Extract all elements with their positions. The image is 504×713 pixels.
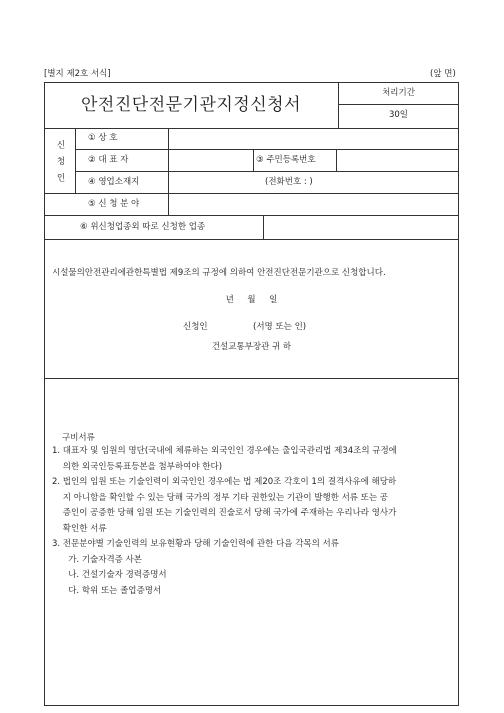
field-label-divider bbox=[253, 149, 254, 171]
page-side-label: (앞 면) bbox=[430, 69, 456, 79]
representative-field[interactable] bbox=[169, 150, 253, 171]
attachment-line: 의한 외국인등록표등본을 첨부하여야 한다) bbox=[52, 461, 223, 472]
processing-period-label: 처리기간 bbox=[382, 88, 415, 98]
resident-number-field[interactable] bbox=[337, 150, 458, 171]
application-field-input[interactable] bbox=[169, 194, 458, 215]
resident-number-label: ③ 주민등록번호 bbox=[256, 155, 316, 165]
attachment-line: 증인이 공증한 당해 임원 또는 기술인력의 진술로서 당해 국가에 주재하는 우리나라 영사가 bbox=[52, 508, 397, 518]
attachment-line: 확인한 서류 bbox=[52, 523, 107, 534]
table-bottom bbox=[44, 239, 459, 240]
attachment-line: 다. 학위 또는 졸업증명서 bbox=[52, 585, 162, 596]
applicant-label-divider bbox=[75, 128, 76, 193]
attachment-line: 나. 건설기술자 경력증명서 bbox=[52, 570, 167, 580]
processing-period-value: 30일 bbox=[388, 110, 409, 120]
application-date: 년 월 일 bbox=[225, 295, 278, 305]
attachment-line: 3. 전문분야별 기술인력의 보유현황과 당해 기술인력에 관한 다음 각목의 서류 bbox=[52, 539, 339, 549]
attachment-line: 1. 대표자 및 임원의 명단(국내에 체류하는 외국인인 경우에는 출입국관리법 제34조의 규정에 bbox=[52, 446, 397, 456]
declaration-statement: 시설물의안전관리에관한특별법 제9조의 규정에 의하여 안전진단전문기관으로 신청합니다. bbox=[52, 268, 386, 278]
applicant-signature-label: 신청인 bbox=[183, 322, 208, 332]
applicant-label-cell bbox=[44, 128, 75, 193]
applicant-label: 신 청 인 bbox=[55, 140, 65, 181]
processing-divider bbox=[338, 104, 459, 105]
document-title: 안전진단전문기관지정신청서 bbox=[81, 95, 301, 115]
business-address-label: ④ 영업소재지 bbox=[88, 177, 140, 187]
attachments-heading: 구비서류 bbox=[62, 433, 95, 443]
company-name-label: ① 상 호 bbox=[88, 133, 118, 143]
phone-number-label: (전화번호 : ) bbox=[265, 177, 313, 187]
addressee: 건설교통부장관 귀 하 bbox=[211, 342, 292, 352]
representative-label: ② 대 표 자 bbox=[88, 155, 129, 165]
business-address-field[interactable] bbox=[169, 172, 458, 193]
other-business-label: ⑥ 위신청업종외 따로 신청한 업종 bbox=[80, 222, 206, 232]
form-number: [별지 제2호 서식] bbox=[44, 69, 111, 79]
signature-seal-label: (서명 또는 인) bbox=[253, 322, 307, 332]
declaration-bottom bbox=[44, 378, 459, 379]
other-business-field[interactable] bbox=[264, 216, 458, 239]
attachment-line: 지 아니함을 확인할 수 있는 당해 국가의 정부 기타 권한있는 기관이 발행한 서류 또는 공 bbox=[52, 492, 389, 503]
attachment-line: 2. 법인의 임원 또는 기술인력이 외국인인 경우에는 법 제20조 각호이 1의 결격사유에 해당하 bbox=[52, 477, 397, 487]
attachments-list bbox=[52, 444, 452, 599]
company-name-field[interactable] bbox=[169, 129, 458, 149]
application-field-label: ⑤ 신 청 분 야 bbox=[88, 199, 140, 209]
attachment-line: 가. 기술자격증 사본 bbox=[52, 554, 143, 565]
